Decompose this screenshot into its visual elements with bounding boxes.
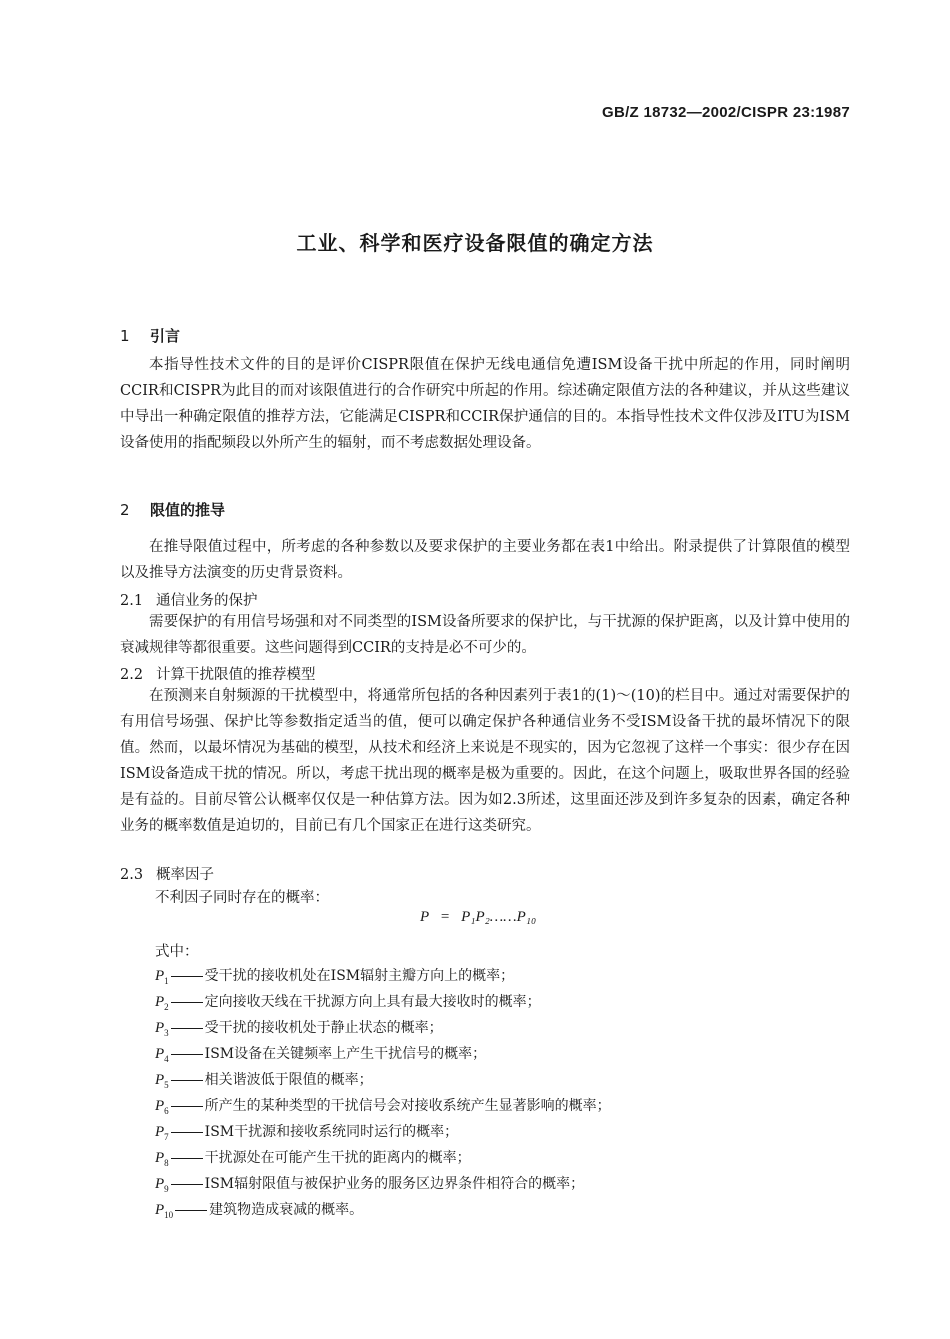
em-dash [171,1184,203,1185]
em-dash [171,1002,203,1003]
em-dash [171,1158,203,1159]
definition-item [155,1173,584,1194]
em-dash [171,976,203,977]
subsection-title: 通信业务的保护 [156,593,258,609]
where-label: 式中： [155,944,199,960]
definition-text: 定向接收天线在干扰源方向上具有最大接收时的概率； [204,994,541,1010]
subsection-number: 2.2 [120,667,144,683]
section-number: 1 [120,327,130,345]
em-dash [171,1080,203,1081]
definition-symbol: $P_8$ [155,1150,169,1168]
subsection-heading [120,663,316,684]
standard-number: GB/Z 18732—2002/CISPR 23:1987 [601,104,850,121]
section-title: 限值的推导 [150,501,226,519]
definition-item [155,1121,458,1142]
definition-symbol: $P_6$ [155,1098,169,1116]
section-title: 引言 [150,327,181,345]
formula-rhs: P₁P₂……P₁₀ [461,909,537,925]
definition-symbol: $P_7$ [155,1124,169,1142]
definition-item [155,1017,443,1038]
definition-symbol: $P_1$ [155,968,169,986]
em-dash [171,1054,203,1055]
probability-formula [420,909,536,926]
subsection-number: 2.3 [120,867,144,883]
definition-symbol: $P_5$ [155,1072,169,1090]
definition-item [155,1069,373,1090]
definition-text: ISM辐射限值与被保护业务的服务区边界条件相符合的概率； [204,1176,585,1192]
probability-intro: 不利因子同时存在的概率： [155,890,329,906]
definition-symbol: $P_9$ [155,1176,169,1194]
definition-item [155,1095,611,1116]
section-heading [120,325,180,346]
definition-text: 相关谐波低于限值的概率； [204,1072,373,1088]
subsection-heading [120,863,214,884]
section-heading [120,499,225,520]
paragraph: 本指导性技术文件的目的是评价CISPR限值在保护无线电通信免遭ISM设备干扰中所起的作用，同时阐明CCIR和CISPR为此目的而对该限值进行的合作研究中所起的作用。综述确定限值方法的各种建议，并从这些建议中导出一种确定限值的推荐方法，它能满足CISPR和CCIR保护通信的目的。本指导性技术文件仅涉及ITU为ISM设备使用的指配频段以外所产生的辐射，而不考虑数据处理设备。 [120,357,850,451]
em-dash [171,1132,203,1133]
definition-item [155,1043,486,1064]
definition-symbol: $P_{10}$ [155,1202,174,1220]
em-dash [175,1210,207,1211]
subsection-number: 2.1 [120,593,144,609]
definition-item [155,1199,363,1220]
definition-text: 受干扰的接收机处于静止状态的概率； [204,1020,443,1036]
definition-item [155,1147,471,1168]
definition-symbol: $P_2$ [155,994,169,1012]
paragraph: 在预测来自射频源的干扰模型中，将通常所包括的各种因素列于表1的(1)～(10)的栏目中。通过对需要保护的有用信号场强、保护比等参数指定适当的值，便可以确定保护各种通信业务不受ISM设备干扰的最坏情况下的限值。然而，以最坏情况为基础的模型，从技术和经济上来说是不现实的，因为它忽视了这样一个事实：很少存在因ISM设备造成干扰的情况。所以，考虑干扰出现的概率是极为重要的。因此，在这个问题上，吸取世界各国的经验是有益的。目前尽管公认概率仅仅是一种估算方法。因为如2.3所述，这里面还涉及到许多复杂的因素，确定各种业务的概率数值是迫切的，目前已有几个国家正在进行这类研究。 [120,688,850,834]
subsection-heading [120,589,258,610]
paragraph: 需要保护的有用信号场强和对不同类型的ISM设备所要求的保护比，与干扰源的保护距离，以及计算中使用的衰减规律等都很重要。这些问题得到CCIR的支持是必不可少的。 [120,614,850,656]
formula-equals: = [440,909,450,925]
paragraph: 在推导限值过程中，所考虑的各种参数以及要求保护的主要业务都在表1中给出。附录提供了计算限值的模型以及推导方法演变的历史背景资料。 [120,539,850,581]
document-title: 工业、科学和医疗设备限值的确定方法 [296,231,654,255]
definition-symbol: $P_3$ [155,1020,169,1038]
definition-text: ISM设备在关键频率上产生干扰信号的概率； [204,1046,487,1062]
definition-text: 受干扰的接收机处在ISM辐射主瓣方向上的概率； [204,968,515,984]
definition-item [155,965,514,986]
definition-symbol: $P_4$ [155,1046,169,1064]
definition-text: ISM干扰源和接收系统同时运行的概率； [204,1124,459,1140]
subsection-title: 计算干扰限值的推荐模型 [156,667,316,683]
definition-text: 干扰源处在可能产生干扰的距离内的概率； [204,1150,471,1166]
formula-lhs: P [420,909,430,925]
subsection-title: 概率因子 [156,867,214,883]
em-dash [171,1028,203,1029]
definition-text: 建筑物造成衰减的概率。 [209,1202,364,1218]
em-dash [171,1106,203,1107]
definition-text: 所产生的某种类型的干扰信号会对接收系统产生显著影响的概率； [204,1098,611,1114]
section-number: 2 [120,501,130,519]
definition-item [155,991,541,1012]
